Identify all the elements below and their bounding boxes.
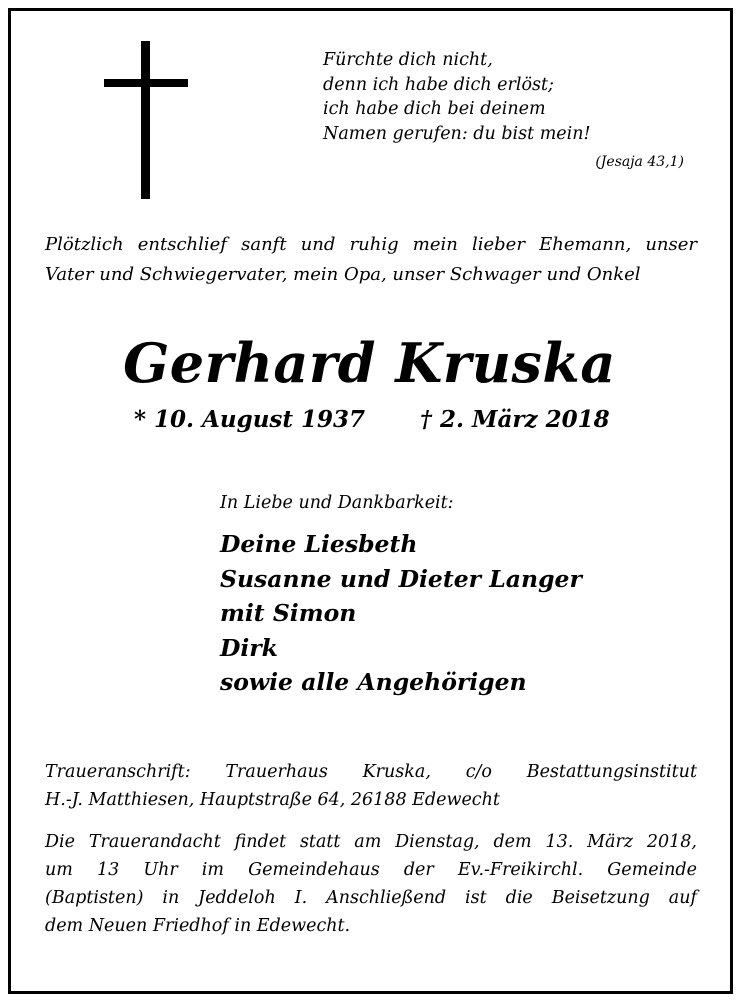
mourner-line: Dirk [220,633,278,662]
mourner-line: Susanne und Dieter Langer [220,564,582,593]
mourners-list [220,527,582,700]
service-line: dem Neuen Friedhof in Edewecht. [45,916,351,936]
mourner-line: Deine Liesbeth [220,530,418,558]
mourner-line: mit Simon [220,599,357,627]
address-line: H.-J. Matthiesen, Hauptstraße 64, 26188 Edewecht [45,790,500,810]
verse-line: Fürchte dich nicht, [323,50,493,70]
deceased-name: Gerhard Kruska [123,331,616,395]
mourners-intro: In Liebe und Dankbarkeit: [220,493,454,513]
address-line: Traueranschrift: Trauerhaus Kruska, c/o Bestattungsinstitut [45,762,697,782]
cross-horizontal-bar [104,79,188,87]
verse-line: denn ich habe dich erlöst; [323,74,554,95]
bible-verse [323,48,591,146]
verse-line: ich habe dich bei deinem [323,99,546,119]
death-date: † 2. März 2018 [420,406,610,433]
verse-source: (Jesaja 43,1) [595,154,684,170]
birth-date: * 10. August 1937 [134,406,366,433]
mourner-line: sowie alle Angehörigen [220,668,527,696]
service-line: (Baptisten) in Jeddeloh I. Anschließend ist die Beisetzung auf [45,888,697,908]
verse-line: Namen gerufen: du bist mein! [323,123,591,144]
service-info [45,828,697,940]
service-line: Die Trauerandacht findet statt am Dienstag, dem 13. März 2018, [45,832,697,852]
intro-line: Vater und Schwiegervater, mein Opa, unser Schwager und Onkel [45,264,641,285]
service-line: um 13 Uhr im Gemeindehaus der Ev.-Freikirchl. Gemeinde [45,860,697,880]
cross-vertical-bar [141,41,150,199]
intro-line: Plötzlich entschlief sanft und ruhig mein lieber Ehemann, unser [45,234,697,255]
intro-text [45,230,697,290]
mourning-address [45,758,697,814]
